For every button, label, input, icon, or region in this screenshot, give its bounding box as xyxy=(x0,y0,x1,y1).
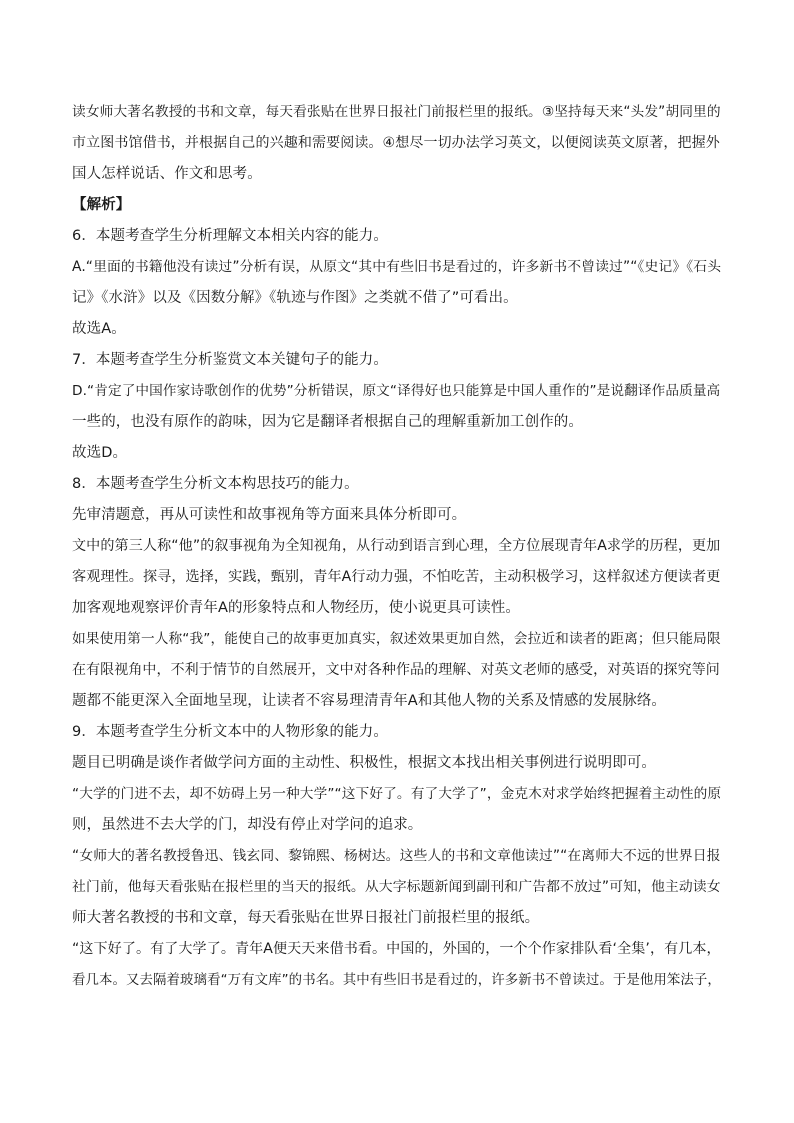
text-line: 题都不能更深入全面地呈现，让读者不容易理清青年A和其他人物的关系及情感的发展脉络。 xyxy=(72,693,667,709)
question-7-heading: 7．本题考查学生分析鉴赏文本关键句子的能力。 xyxy=(72,352,388,368)
text-line: 记》《水浒》以及《因数分解》《轨迹与作图》之类就不借了”可看出。 xyxy=(72,290,518,306)
text-line: 加客观地观察评价青年A的形象特点和人物经历，使小说更具可读性。 xyxy=(72,600,521,616)
text-line: 文中的第三人称“他”的叙事视角为全知视角，从行动到语言到心理，全方位展现青年A求学的历程，更加 xyxy=(72,538,721,554)
question-6-heading: 6．本题考查学生分析理解文本相关内容的能力。 xyxy=(72,228,388,244)
text-line: 一些的，也没有原作的韵味，因为它是翻译者根据自己的理解重新加工创作的。 xyxy=(72,414,583,430)
text-line: 如果使用第一人称“我”，能使自己的故事更加真实，叙述效果更加自然，会拉近和读者的距离；但只能局限 xyxy=(72,631,721,647)
text-line: “大学的门进不去，却不妨碍上另一种大学”“这下好了。有了大学了”，金克木对求学始终把握着主动性的原 xyxy=(72,786,722,802)
text-line: 在有限视角中，不利于情节的自然展开，文中对各种作品的理解、对英文老师的感受，对英语的探究等问 xyxy=(72,662,720,678)
document-page xyxy=(72,97,724,996)
text-line: 看几本。又去隔着玻璃看“万有文库”的书名。其中有些旧书是看过的，许多新书不曾读过。于是他用笨法子， xyxy=(72,973,721,988)
text-line: 国人怎样说话、作文和思考。 xyxy=(72,166,262,182)
answer-line: 故选D。 xyxy=(72,445,128,461)
question-8-heading: 8．本题考查学生分析文本构思技巧的能力。 xyxy=(72,476,359,492)
text-line: “女师大的著名教授鲁迅、钱玄同、黎锦熙、杨树达。这些人的书和文章他读过”“在离师大不远的世界日报 xyxy=(72,848,721,864)
text-line: 读女师大著名教授的书和文章，每天看张贴在世界日报社门前报栏里的报纸。③坚持每天来“头发”胡同里的 xyxy=(72,104,721,120)
text-line: 客观理性。探寻，选择，实践，甄别，青年A行动力强，不怕吃苦，主动积极学习，这样叙述方便读者更 xyxy=(72,569,721,585)
text-line: 市立图书馆借书，并根据自己的兴趣和需要阅读。④想尽一切办法学习英文，以便阅读英文原著，把握外 xyxy=(72,135,720,151)
answer-line: 故选A。 xyxy=(72,321,126,337)
text-line: 则，虽然进不去大学的门，却没有停止对学问的追求。 xyxy=(72,817,423,833)
text-line: 题目已明确是谈作者做学问方面的主动性、积极性，根据文本找出相关事例进行说明即可。 xyxy=(72,755,656,771)
analysis-heading: 【解析】 xyxy=(72,197,131,213)
text-line: A.“里面的书籍他没有读过”分析有误，从原文“其中有些旧书是看过的，许多新书不曾读过”“《史记》《石头 xyxy=(72,259,722,275)
text-line: 师大著名教授的书和文章，每天看张贴在世界日报社门前报栏里的报纸。 xyxy=(72,910,540,926)
text-line: 社门前，他每天看张贴在报栏里的当天的报纸。从大字标题新闻到副刊和广告都不放过”可知，他主动读女 xyxy=(72,879,721,895)
text-line: “这下好了。有了大学了。青年A便天天来借书看。中国的，外国的，一个个作家排队看‘全集’，有几本， xyxy=(72,941,721,957)
text-line: 先审清题意，再从可读性和故事视角等方面来具体分析即可。 xyxy=(72,507,467,523)
question-9-heading: 9．本题考查学生分析文本中的人物形象的能力。 xyxy=(72,724,388,740)
text-line: D.“肯定了中国作家诗歌创作的优势”分析错误，原文“译得好也只能算是中国人重作的”是说翻译作品质量高 xyxy=(72,383,721,399)
